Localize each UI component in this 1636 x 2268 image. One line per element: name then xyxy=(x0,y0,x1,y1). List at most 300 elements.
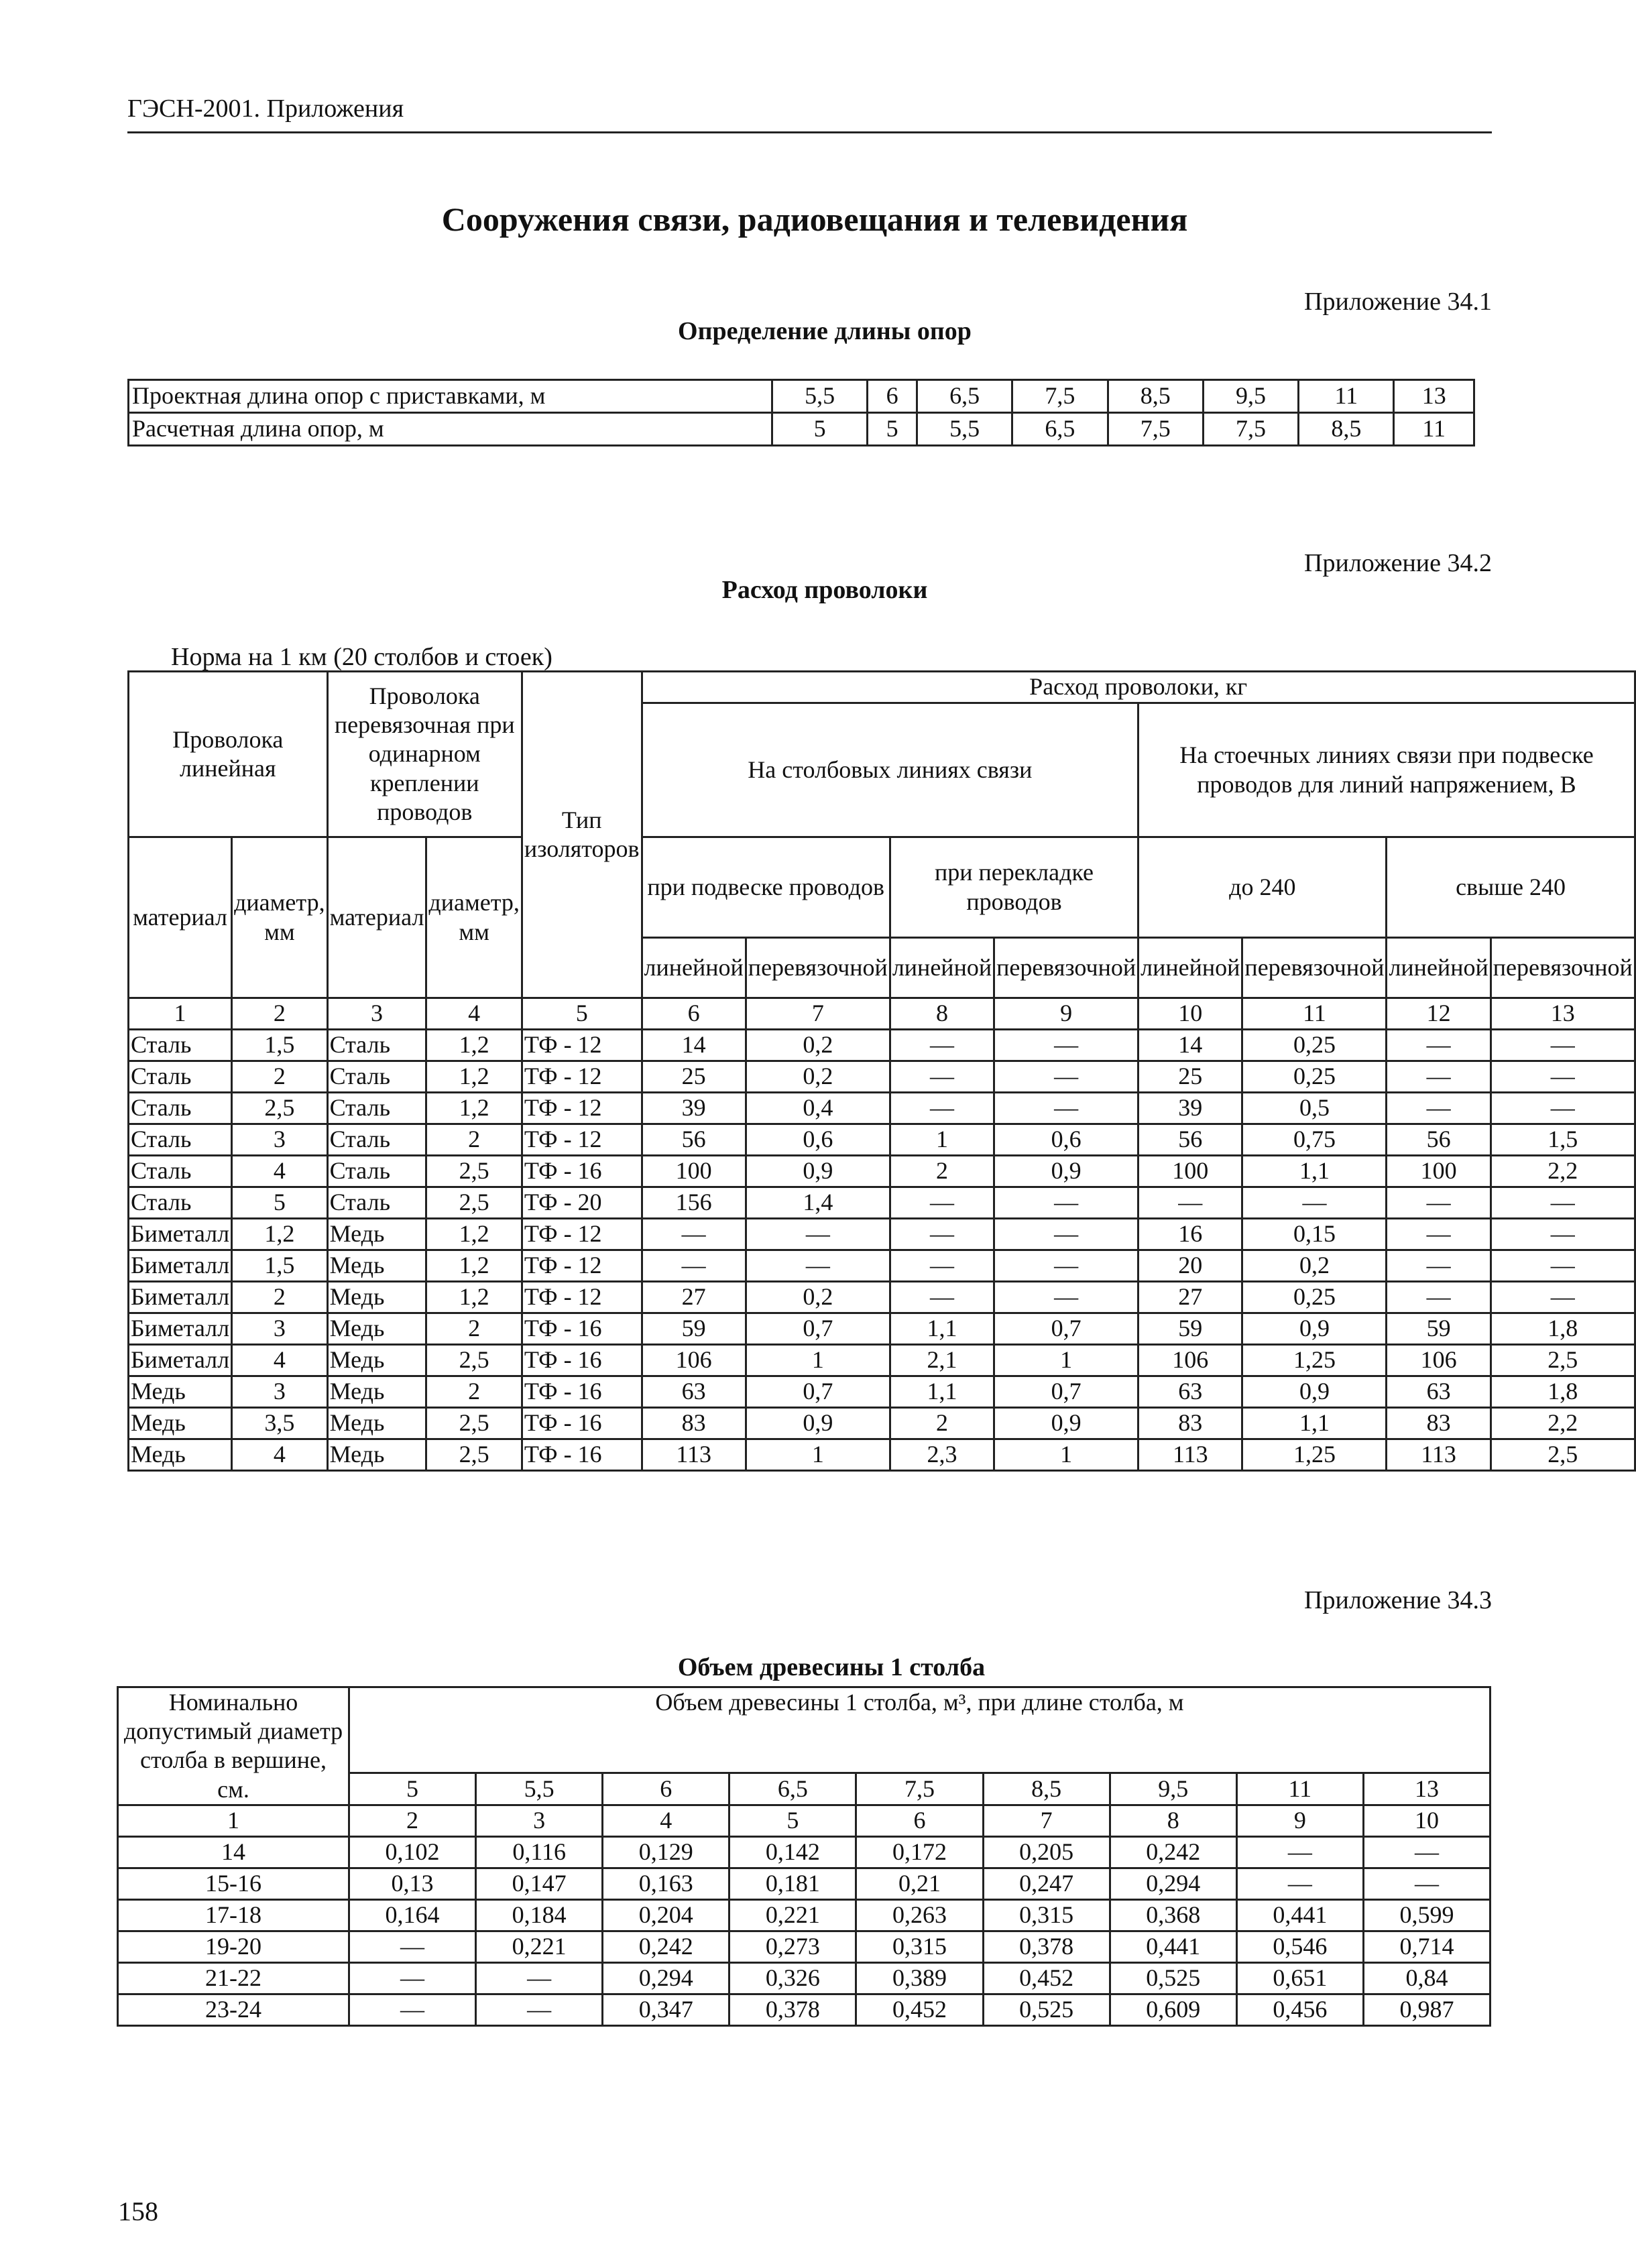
table-cell: — xyxy=(642,1250,746,1282)
table-cell: 0,2 xyxy=(746,1061,890,1093)
table-cell: — xyxy=(1236,1868,1363,1899)
table-cell: Медь xyxy=(327,1282,426,1313)
table-cell: ТФ - 12 xyxy=(522,1124,642,1156)
table-cell: 0,242 xyxy=(1110,1836,1236,1868)
table-cell: 100 xyxy=(1138,1156,1242,1187)
table-cell: 1,5 xyxy=(1491,1124,1635,1156)
table-cell: 1,2 xyxy=(426,1093,522,1124)
table-cell: 0,2 xyxy=(746,1030,890,1061)
table-cell: 13 xyxy=(1394,380,1474,413)
column-number: 4 xyxy=(426,998,522,1030)
table-cell: 0,7 xyxy=(746,1313,890,1345)
table-cell: 83 xyxy=(1138,1408,1242,1439)
table-cell: — xyxy=(1387,1187,1491,1219)
table-cell: ТФ - 16 xyxy=(522,1345,642,1376)
column-number: 4 xyxy=(603,1805,729,1836)
table-cell: 0,9 xyxy=(994,1408,1138,1439)
table-cell: Сталь xyxy=(327,1061,426,1093)
table-cell: 0,378 xyxy=(729,1994,856,2025)
table-cell: 5 xyxy=(868,413,917,446)
table-cell: — xyxy=(890,1061,994,1093)
table-cell: ТФ - 12 xyxy=(522,1250,642,1282)
table-cell: — xyxy=(890,1282,994,1313)
table-cell: 1,5 xyxy=(232,1030,328,1061)
length-header: 5,5 xyxy=(476,1773,603,1805)
table-row xyxy=(118,1836,1491,1868)
table-cell: 21-22 xyxy=(118,1962,349,1994)
table-cell: 0,25 xyxy=(1242,1061,1387,1093)
table-cell: ТФ - 12 xyxy=(522,1219,642,1250)
table-cell: 5,5 xyxy=(772,380,868,413)
table-cell: 0,347 xyxy=(603,1994,729,2025)
table-cell: 63 xyxy=(642,1376,746,1408)
table-cell: 0,9 xyxy=(746,1408,890,1439)
table-cell: 1 xyxy=(994,1439,1138,1471)
table-cell: Биметалл xyxy=(129,1282,232,1313)
table-cell: 0,221 xyxy=(729,1899,856,1931)
table-cell: 0,6 xyxy=(746,1124,890,1156)
table-cell: 0,164 xyxy=(349,1899,476,1931)
table-row xyxy=(129,1313,1635,1345)
wire-consumption-table xyxy=(127,670,1636,1472)
table-cell: 0,714 xyxy=(1363,1931,1490,1962)
table-cell: Медь xyxy=(129,1376,232,1408)
table-cell: ТФ - 12 xyxy=(522,1093,642,1124)
column-number: 7 xyxy=(983,1805,1110,1836)
table-cell: 106 xyxy=(642,1345,746,1376)
table-cell: Сталь xyxy=(327,1124,426,1156)
table-cell: — xyxy=(1491,1187,1635,1219)
table-cell: 63 xyxy=(1138,1376,1242,1408)
column-number: 13 xyxy=(1491,998,1635,1030)
header-diameter: Номинально допустимый диаметр столба в вершине, см. xyxy=(118,1687,349,1805)
table-cell: 0,9 xyxy=(746,1156,890,1187)
table-cell: 0,651 xyxy=(1236,1962,1363,1994)
table-cell: 4 xyxy=(232,1345,328,1376)
table-cell: 0,163 xyxy=(603,1868,729,1899)
column-number: 10 xyxy=(1138,998,1242,1030)
table-cell: — xyxy=(349,1931,476,1962)
table-cell: — xyxy=(1491,1061,1635,1093)
table-cell: — xyxy=(1242,1187,1387,1219)
table-cell: 0,599 xyxy=(1363,1899,1490,1931)
table-cell: 3 xyxy=(232,1124,328,1156)
norm-note: Норма на 1 км (20 столбов и стоек) xyxy=(171,643,552,671)
table-cell: — xyxy=(994,1187,1138,1219)
table-cell: — xyxy=(1387,1250,1491,1282)
table-cell: — xyxy=(642,1219,746,1250)
length-header: 9,5 xyxy=(1110,1773,1236,1805)
table-cell: — xyxy=(1363,1868,1490,1899)
table-cell: Сталь xyxy=(129,1187,232,1219)
table-cell: 2 xyxy=(426,1124,522,1156)
length-header: 6 xyxy=(603,1773,729,1805)
table-cell: Биметалл xyxy=(129,1345,232,1376)
table-cell: Медь xyxy=(327,1376,426,1408)
table-cell: 0,75 xyxy=(1242,1124,1387,1156)
table-cell: Медь xyxy=(129,1408,232,1439)
table-cell: 0,15 xyxy=(1242,1219,1387,1250)
table-cell: 83 xyxy=(1387,1408,1491,1439)
table-row xyxy=(129,413,1474,446)
length-header: 11 xyxy=(1236,1773,1363,1805)
table-cell: Биметалл xyxy=(129,1313,232,1345)
table-cell: 0,987 xyxy=(1363,1994,1490,2025)
table-cell: 0,205 xyxy=(983,1836,1110,1868)
length-header: 13 xyxy=(1363,1773,1490,1805)
table-cell: 1,5 xyxy=(232,1250,328,1282)
header-tie: перевязочной xyxy=(1491,938,1635,998)
table-cell: Сталь xyxy=(327,1030,426,1061)
table-cell: 39 xyxy=(1138,1093,1242,1124)
table-cell: 0,609 xyxy=(1110,1994,1236,2025)
pole-length-table xyxy=(127,379,1475,446)
table-cell: 14 xyxy=(118,1836,349,1868)
table-cell: 2 xyxy=(232,1282,328,1313)
table-row xyxy=(129,380,1474,413)
table-cell: Сталь xyxy=(327,1156,426,1187)
table-cell: ТФ - 12 xyxy=(522,1061,642,1093)
table-cell: 2,5 xyxy=(426,1345,522,1376)
table-cell: — xyxy=(994,1093,1138,1124)
column-number: 11 xyxy=(1242,998,1387,1030)
table-cell: 0,84 xyxy=(1363,1962,1490,1994)
table-cell: 4 xyxy=(232,1439,328,1471)
table-cell: 0,294 xyxy=(1110,1868,1236,1899)
row-label: Проектная длина опор с приставками, м xyxy=(129,380,772,413)
table-cell: ТФ - 16 xyxy=(522,1376,642,1408)
table-cell: 2 xyxy=(426,1313,522,1345)
table-cell: 0,456 xyxy=(1236,1994,1363,2025)
table-cell: — xyxy=(1387,1219,1491,1250)
column-number: 2 xyxy=(232,998,328,1030)
table-cell: Медь xyxy=(327,1313,426,1345)
table-cell: Медь xyxy=(129,1439,232,1471)
header-linear: линейной xyxy=(642,938,746,998)
header-wire-line: Проволока линейная xyxy=(129,672,328,837)
table-cell: 4 xyxy=(232,1156,328,1187)
table-cell: 1 xyxy=(746,1439,890,1471)
header-rack-lines: На стоечных линиях связи при подвеске проводов для линий напряжением, В xyxy=(1138,703,1635,837)
table-cell: 6 xyxy=(868,380,917,413)
table-cell: 0,172 xyxy=(856,1836,983,1868)
table-cell: 20 xyxy=(1138,1250,1242,1282)
table-row xyxy=(118,1931,1491,1962)
table-cell: 2 xyxy=(426,1376,522,1408)
header-over-240: свыше 240 xyxy=(1387,837,1635,938)
table-cell: 2,5 xyxy=(1491,1345,1635,1376)
column-number: 8 xyxy=(890,998,994,1030)
table-cell: 0,25 xyxy=(1242,1030,1387,1061)
table-cell: 1 xyxy=(994,1345,1138,1376)
page-number: 158 xyxy=(118,2196,158,2226)
table-cell: ТФ - 16 xyxy=(522,1408,642,1439)
table-row xyxy=(129,1439,1635,1471)
table-cell: 3 xyxy=(232,1313,328,1345)
table-cell: 0,441 xyxy=(1236,1899,1363,1931)
table-cell: 0,525 xyxy=(1110,1962,1236,1994)
table-cell: 2,5 xyxy=(426,1187,522,1219)
table-cell: Биметалл xyxy=(129,1219,232,1250)
table-cell: 15-16 xyxy=(118,1868,349,1899)
table-cell: — xyxy=(1138,1187,1242,1219)
table-cell: ТФ - 16 xyxy=(522,1439,642,1471)
table-cell: 1,8 xyxy=(1491,1313,1635,1345)
table-cell: 2,2 xyxy=(1491,1156,1635,1187)
table-cell: — xyxy=(1387,1030,1491,1061)
table-cell: ТФ - 12 xyxy=(522,1030,642,1061)
table-row xyxy=(129,1093,1635,1124)
table-cell: — xyxy=(746,1219,890,1250)
table-cell: 2,1 xyxy=(890,1345,994,1376)
table-cell: 100 xyxy=(642,1156,746,1187)
table-cell: 59 xyxy=(642,1313,746,1345)
table-cell: 0,102 xyxy=(349,1836,476,1868)
table-row xyxy=(118,1994,1491,2025)
table-cell: 113 xyxy=(1138,1439,1242,1471)
appendix-34-1-label: Приложение 34.1 xyxy=(1304,288,1492,316)
table-cell: 7,5 xyxy=(1108,413,1203,446)
table-cell: 1,8 xyxy=(1491,1376,1635,1408)
table-cell: 0,5 xyxy=(1242,1093,1387,1124)
table-cell: 2,5 xyxy=(232,1093,328,1124)
table-cell: 2,3 xyxy=(890,1439,994,1471)
table-row xyxy=(129,1408,1635,1439)
column-number: 9 xyxy=(1236,1805,1363,1836)
table-cell: 106 xyxy=(1138,1345,1242,1376)
table-cell: — xyxy=(890,1093,994,1124)
wood-volume-table xyxy=(117,1686,1491,2027)
table-cell: 56 xyxy=(642,1124,746,1156)
column-number: 12 xyxy=(1387,998,1491,1030)
table-cell: 23-24 xyxy=(118,1994,349,2025)
table-cell: 0,9 xyxy=(1242,1376,1387,1408)
header-rule xyxy=(127,131,1492,133)
table2-caption: Расход проволоки xyxy=(721,576,928,604)
table-row xyxy=(129,1282,1635,1313)
table-cell: — xyxy=(994,1219,1138,1250)
table-cell: 0,129 xyxy=(603,1836,729,1868)
table-cell: Биметалл xyxy=(129,1250,232,1282)
table-cell: 6,5 xyxy=(1012,413,1108,446)
header-linear: линейной xyxy=(1138,938,1242,998)
table-cell: 59 xyxy=(1387,1313,1491,1345)
column-numbers-row xyxy=(118,1805,1491,1836)
table-cell: 0,7 xyxy=(994,1376,1138,1408)
table-cell: 2 xyxy=(232,1061,328,1093)
table-row xyxy=(129,1187,1635,1219)
table-cell: 1,25 xyxy=(1242,1345,1387,1376)
table-cell: 1,1 xyxy=(890,1376,994,1408)
table-cell: Медь xyxy=(327,1408,426,1439)
table-cell: 0,326 xyxy=(729,1962,856,1994)
table-cell: 0,13 xyxy=(349,1868,476,1899)
table-cell: 106 xyxy=(1387,1345,1491,1376)
page-title: Сооружения связи, радиовещания и телевидения xyxy=(441,200,1188,238)
table-cell: 0,546 xyxy=(1236,1931,1363,1962)
table-cell: 0,2 xyxy=(746,1282,890,1313)
table-cell: 0,204 xyxy=(603,1899,729,1931)
column-numbers-row xyxy=(129,998,1635,1030)
table-cell: 5 xyxy=(232,1187,328,1219)
table-cell: ТФ - 20 xyxy=(522,1187,642,1219)
column-number: 10 xyxy=(1363,1805,1490,1836)
table-cell: — xyxy=(1387,1282,1491,1313)
table-cell: ТФ - 16 xyxy=(522,1156,642,1187)
table-cell: 0,294 xyxy=(603,1962,729,1994)
table-cell: 1,2 xyxy=(426,1030,522,1061)
table-cell: 25 xyxy=(642,1061,746,1093)
table-cell: 0,181 xyxy=(729,1868,856,1899)
table-cell: 100 xyxy=(1387,1156,1491,1187)
table-cell: 0,263 xyxy=(856,1899,983,1931)
table-cell: — xyxy=(994,1061,1138,1093)
table-cell: 0,525 xyxy=(983,1994,1110,2025)
table-cell: — xyxy=(476,1962,603,1994)
table-row xyxy=(129,1030,1635,1061)
table-cell: — xyxy=(890,1219,994,1250)
header-wire-tie: Проволока перевязочная при одинарном креплении проводов xyxy=(327,672,522,837)
appendix-34-2-label: Приложение 34.2 xyxy=(1304,549,1492,577)
table-cell: 8,5 xyxy=(1299,413,1394,446)
table-cell: 0,25 xyxy=(1242,1282,1387,1313)
appendix-34-3-label: Приложение 34.3 xyxy=(1304,1586,1492,1614)
table-cell: 0,378 xyxy=(983,1931,1110,1962)
table-cell: Медь xyxy=(327,1250,426,1282)
table-cell: — xyxy=(1363,1836,1490,1868)
table-cell: 1 xyxy=(890,1124,994,1156)
table-cell: — xyxy=(349,1962,476,1994)
table-cell: 113 xyxy=(642,1439,746,1471)
table-cell: — xyxy=(1387,1093,1491,1124)
table-cell: 0,221 xyxy=(476,1931,603,1962)
table-cell: 0,273 xyxy=(729,1931,856,1962)
table-cell: — xyxy=(890,1187,994,1219)
table-row xyxy=(118,1868,1491,1899)
table-cell: 156 xyxy=(642,1187,746,1219)
table-cell: Сталь xyxy=(129,1124,232,1156)
table-cell: 1 xyxy=(746,1345,890,1376)
table-row xyxy=(129,1376,1635,1408)
column-number: 6 xyxy=(642,998,746,1030)
table-row xyxy=(118,1899,1491,1931)
table-cell: 14 xyxy=(1138,1030,1242,1061)
table-cell: 1,25 xyxy=(1242,1439,1387,1471)
table-cell: 16 xyxy=(1138,1219,1242,1250)
table-cell: — xyxy=(994,1030,1138,1061)
table-cell: 0,21 xyxy=(856,1868,983,1899)
table-cell: 7,5 xyxy=(1203,413,1298,446)
table-cell: 0,315 xyxy=(856,1931,983,1962)
header-pole-lines: На столбовых линиях связи xyxy=(642,703,1138,837)
table-cell: 27 xyxy=(1138,1282,1242,1313)
table-cell: 1,4 xyxy=(746,1187,890,1219)
table-cell: 5 xyxy=(772,413,868,446)
table-cell: Медь xyxy=(327,1439,426,1471)
table-cell: 0,9 xyxy=(994,1156,1138,1187)
table-cell: 0,247 xyxy=(983,1868,1110,1899)
table-cell: — xyxy=(1491,1093,1635,1124)
table-cell: Сталь xyxy=(327,1093,426,1124)
length-header: 8,5 xyxy=(983,1773,1110,1805)
table-cell: — xyxy=(994,1282,1138,1313)
table-cell: 56 xyxy=(1138,1124,1242,1156)
header-volume: Объем древесины 1 столба, м³, при длине столба, м xyxy=(349,1687,1491,1773)
table-cell: 2,5 xyxy=(426,1439,522,1471)
table-cell: 0,441 xyxy=(1110,1931,1236,1962)
column-number: 6 xyxy=(856,1805,983,1836)
header-linear: линейной xyxy=(890,938,994,998)
length-header: 5 xyxy=(349,1773,476,1805)
header-material-2: материал xyxy=(327,837,426,998)
table-cell: 2,5 xyxy=(426,1156,522,1187)
column-number: 2 xyxy=(349,1805,476,1836)
table-row xyxy=(129,1156,1635,1187)
table3-caption: Объем древесины 1 столба xyxy=(677,1653,986,1681)
table-cell: 3 xyxy=(232,1376,328,1408)
table-cell: 0,4 xyxy=(746,1093,890,1124)
table-cell: 27 xyxy=(642,1282,746,1313)
table-cell: 1,1 xyxy=(1242,1156,1387,1187)
table-cell: 5,5 xyxy=(917,413,1012,446)
table-cell: 0,116 xyxy=(476,1836,603,1868)
table-cell: 0,9 xyxy=(1242,1313,1387,1345)
table-cell: — xyxy=(746,1250,890,1282)
table-cell: 2,5 xyxy=(426,1408,522,1439)
column-number: 5 xyxy=(729,1805,856,1836)
table-cell: — xyxy=(349,1994,476,2025)
table-cell: Сталь xyxy=(129,1093,232,1124)
table-cell: 0,452 xyxy=(856,1994,983,2025)
table-cell: 7,5 xyxy=(1012,380,1108,413)
column-number: 5 xyxy=(522,998,642,1030)
header-diameter-2: диаметр, мм xyxy=(426,837,522,998)
table-cell: 0,7 xyxy=(746,1376,890,1408)
column-number: 3 xyxy=(476,1805,603,1836)
header-tie: перевязочной xyxy=(994,938,1138,998)
table-cell: 56 xyxy=(1387,1124,1491,1156)
header-tie: перевязочной xyxy=(1242,938,1387,998)
column-number: 1 xyxy=(118,1805,349,1836)
table-cell: 0,184 xyxy=(476,1899,603,1931)
table-cell: ТФ - 16 xyxy=(522,1313,642,1345)
table-cell: Сталь xyxy=(129,1061,232,1093)
table-cell: Медь xyxy=(327,1219,426,1250)
header-consumption: Расход проволоки, кг xyxy=(642,672,1635,703)
table-cell: Медь xyxy=(327,1345,426,1376)
table-cell: 0,452 xyxy=(983,1962,1110,1994)
table-row xyxy=(129,1250,1635,1282)
column-number: 8 xyxy=(1110,1805,1236,1836)
table-row xyxy=(129,1061,1635,1093)
table-cell: 1,1 xyxy=(890,1313,994,1345)
table-cell: 1,2 xyxy=(426,1061,522,1093)
column-number: 9 xyxy=(994,998,1138,1030)
header-suspension: при подвеске проводов xyxy=(642,837,890,938)
table-cell: 1,1 xyxy=(1242,1408,1387,1439)
table-cell: 1,2 xyxy=(426,1219,522,1250)
table-cell: — xyxy=(1387,1061,1491,1093)
table-cell: Сталь xyxy=(129,1030,232,1061)
table-cell: 63 xyxy=(1387,1376,1491,1408)
table-cell: Сталь xyxy=(129,1156,232,1187)
table-cell: 2,2 xyxy=(1491,1408,1635,1439)
table-cell: — xyxy=(476,1994,603,2025)
table-cell: 0,7 xyxy=(994,1313,1138,1345)
table-cell: — xyxy=(1491,1250,1635,1282)
table-cell: — xyxy=(890,1250,994,1282)
length-header: 7,5 xyxy=(856,1773,983,1805)
